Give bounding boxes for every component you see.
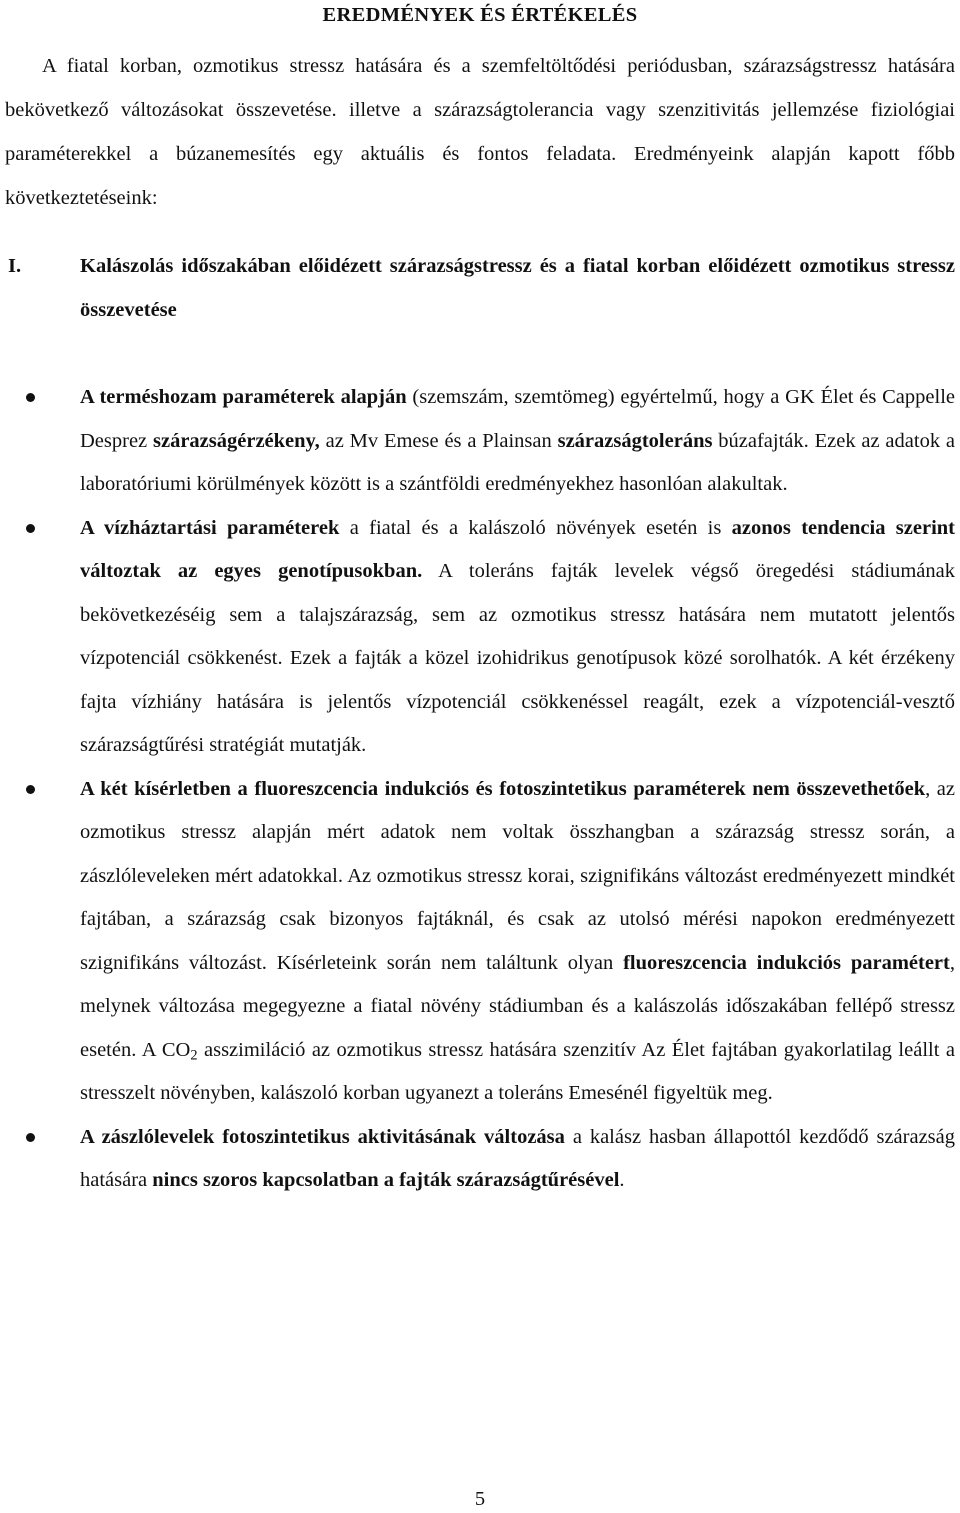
bullet-text: A két kísérletben a fluoreszcencia indukciós és fotoszintetikus paraméterek nem összevethetőek	[80, 777, 926, 800]
list-item	[5, 768, 955, 1116]
bullet-icon	[26, 785, 35, 794]
bullet-text: A zászlólevelek fotoszintetikus aktivitásának változása	[80, 1125, 565, 1148]
bullet-text: asszimiláció az ozmotikus stressz hatására szenzitív Az Élet fajtában gyakorlatilag leállt a stresszelt növényben, kalászoló korban ugyanezt a toleráns Emesénél figyeltük meg.	[80, 1038, 955, 1104]
bullet-text: a fiatal és a kalászoló növények esetén is	[339, 516, 732, 539]
section-number: I.	[8, 255, 22, 277]
bullet-icon	[26, 393, 35, 402]
bullet-text: , az ozmotikus stressz alapján mért adatok nem voltak összhangban a szárazság stressz során, a zászlóleveleken mért adatokkal. Az ozmotikus stressz korai, szignifikáns változást eredményezett mindkét fajtában, a szárazság csak bizonyos fajtáknál, és csak az utolsó mérési napokon eredményezett szignifikáns változást. Kísérleteink során nem találtunk olyan	[80, 777, 955, 974]
bullet-text: A toleráns fajták levelek végső öregedési stádiumának bekövetkezéséig sem a talajszárazság, sem az ozmotikus stressz hatására nem mutatott jelentős vízpotenciál csökkenést. Ezek a fajták a közel izohidrikus genotípusok közé sorolhatók. A két érzékeny fajta vízhiány hatására is jelentős vízpotenciál csökkenéssel reagált, ezek a vízpotenciál-vesztő szárazságtűrési stratégiát mutatják.	[80, 560, 955, 756]
bullet-text: , melynek változása megegyezne a fiatal növény stádiumban és a kalászolás időszakában fellépő stressz esetén. A CO	[80, 951, 955, 1061]
bullet-text: (szemszám, szemtömeg) egyértelmű, hogy a GK Élet és Cappelle Desprez	[80, 386, 955, 452]
list-item	[5, 1116, 955, 1203]
bullet-text: A vízháztartási paraméterek	[80, 516, 340, 539]
section-heading	[5, 244, 955, 332]
section-title: Kalászolás időszakában előidézett szárazságstressz és a fiatal korban előidézett ozmotikus stressz összevetése	[80, 255, 955, 321]
list-item	[5, 507, 955, 768]
bullet-text: .	[619, 1169, 625, 1191]
bullet-icon	[26, 1133, 35, 1142]
bullet-text: a kalász hasban állapottól kezdődő szárazság hatására	[80, 1125, 955, 1191]
bullet-text: szárazságérzékeny,	[153, 429, 320, 452]
subscript-text: 2	[190, 1047, 198, 1064]
intro-paragraph: A fiatal korban, ozmotikus stressz hatására és a szemfeltöltődési periódusban, szárazságstressz hatására bekövetkező változásokat összevetése. illetve a szárazságtolerancia vagy szenzitivitás jellemzése fiziológiai paraméterekkel a búzanemesítés egy aktuális és fontos feladata. Eredményeink alapján kapott főbb következtetéseink:	[5, 55, 955, 209]
conclusions-list	[5, 376, 955, 1203]
bullet-icon	[26, 524, 35, 533]
bullet-text: az Mv Emese és a Plainsan	[319, 429, 558, 452]
bullet-text: nincs szoros kapcsolatban a fajták szárazságtűrésével	[152, 1169, 620, 1191]
list-item	[5, 376, 955, 507]
bullet-text: azonos tendencia szerint változtak az egyes genotípusokban.	[80, 516, 955, 582]
page-title: EREDMÉNYEK ÉS ÉRTÉKELÉS	[322, 4, 638, 26]
bullet-text: A terméshozam paraméterek alapján	[80, 386, 407, 408]
bullet-text: fluoreszcencia indukciós paramétert	[623, 951, 950, 974]
bullet-text: búzafajták. Ezek az adatok a laboratóriumi körülmények között is a szántföldi eredményekhez hasonlóan alakultak.	[80, 429, 956, 495]
page-number: 5	[474, 1488, 486, 1510]
bullet-text: szárazságtoleráns	[557, 429, 713, 452]
